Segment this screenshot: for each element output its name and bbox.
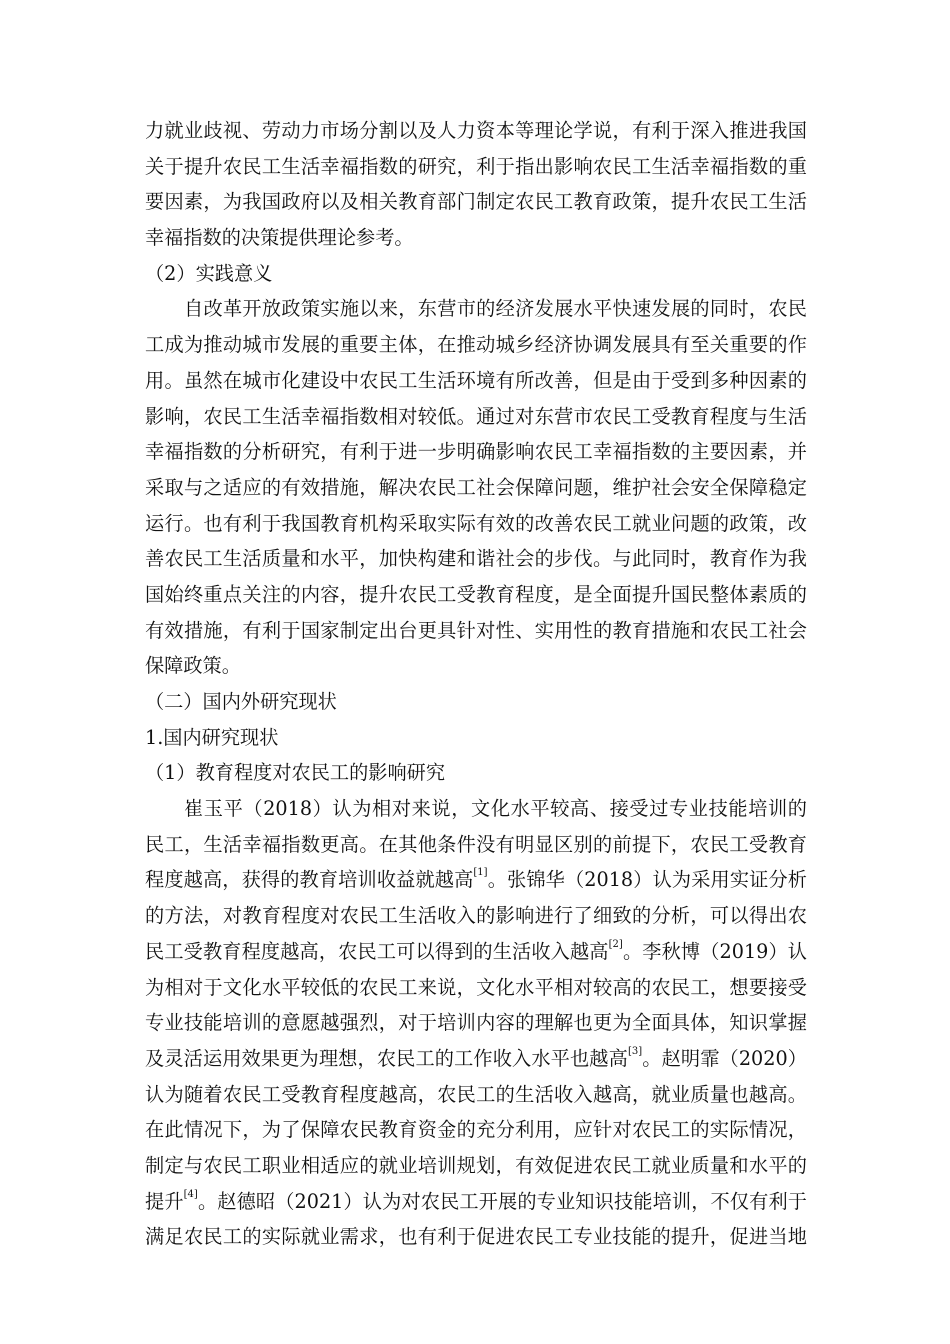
text-segment: 影响，农民工生活幸福指数相对较低。通过对东营市农民工受教育程度与生活 — [145, 404, 807, 428]
text-line — [145, 1077, 807, 1113]
text-line — [145, 1148, 807, 1184]
text-segment: 。赵明霏（2020） — [642, 1046, 807, 1070]
text-segment: 满足农民工的实际就业需求，也有利于促进农民工专业技能的提升，促进当地 — [145, 1225, 807, 1249]
section-heading: （2）实践意义 — [145, 261, 273, 285]
text-line — [145, 149, 807, 185]
text-segment: 运行。也有利于我国教育机构采取实际有效的改善农民工就业问题的政策，改 — [145, 511, 807, 535]
text-segment: 工成为推动城市发展的重要主体，在推动城乡经济协调发展具有至关重要的作 — [145, 333, 807, 357]
text-segment: 采取与之适应的有效措施，解决农民工社会保障问题，维护社会安全保障稳定 — [145, 475, 807, 499]
paragraph — [145, 791, 807, 1255]
text-line — [145, 898, 807, 934]
text-segment: 。张锦华（2018）认为采用实证分析 — [487, 868, 807, 892]
section-heading: （1）教育程度对农民工的影响研究 — [145, 761, 446, 785]
text-line — [145, 1041, 807, 1077]
text-line — [145, 970, 807, 1006]
text-segment: 提升 — [145, 1189, 184, 1213]
text-segment: 崔玉平（2018）认为相对来说，文化水平较高、接受过专业技能培训的 — [184, 797, 807, 821]
text-line — [145, 184, 807, 220]
text-segment: 认为随着农民工受教育程度越高，农民工的生活收入越高，就业质量也越高。 — [145, 1082, 807, 1106]
paragraph — [145, 291, 807, 684]
text-line — [145, 613, 807, 649]
text-segment: 用。虽然在城市化建设中农民工生活环境有所改善，但是由于受到多种因素的 — [145, 368, 807, 392]
text-segment: 力就业歧视、劳动力市场分割以及人力资本等理论学说，有利于深入推进我国 — [145, 119, 807, 142]
text-segment: 在此情况下，为了保障农民教育资金的充分利用，应针对农民工的实际情况， — [145, 1118, 807, 1142]
text-segment: 幸福指数的决策提供理论参考。 — [145, 226, 414, 250]
text-segment: 善农民工生活质量和水平，加快构建和谐社会的步伐。与此同时，教育作为我 — [145, 547, 807, 571]
text-line — [145, 1219, 807, 1255]
text-line — [145, 291, 807, 327]
text-segment: 保障政策。 — [145, 654, 241, 678]
text-line — [145, 363, 807, 399]
text-line — [145, 1005, 807, 1041]
document-page — [145, 113, 807, 1255]
text-line — [145, 648, 807, 684]
text-segment: 民工受教育程度越高，农民工可以得到的生活收入越高 — [145, 939, 609, 963]
section-heading: （二）国内外研究现状 — [145, 690, 337, 713]
text-line — [145, 113, 807, 149]
text-line — [145, 577, 807, 613]
text-segment: 要因素，为我国政府以及相关教育部门制定农民工教育政策，提升农民工生活 — [145, 190, 807, 214]
text-line — [145, 1184, 807, 1220]
text-line — [145, 506, 807, 542]
text-line — [145, 934, 807, 970]
section-heading: 1.国内研究现状 — [145, 725, 279, 749]
text-line — [145, 399, 807, 435]
text-line — [145, 791, 807, 827]
citation-marker: [3] — [627, 1045, 643, 1057]
text-line — [145, 541, 807, 577]
text-segment: 民工，生活幸福指数更高。在其他条件没有明显区别的前提下，农民工受教育 — [145, 832, 807, 856]
text-segment: 。李秋博（2019）认 — [622, 939, 807, 963]
text-segment: 自改革开放政策实施以来，东营市的经济发展水平快速发展的同时，农民 — [184, 297, 807, 321]
text-line — [145, 862, 807, 898]
citation-marker: [4] — [183, 1188, 198, 1200]
text-segment: 有效措施，有利于国家制定出台更具针对性、实用性的教育措施和农民工社会 — [145, 618, 807, 642]
text-segment: 幸福指数的分析研究，有利于进一步明确影响农民工幸福指数的主要因素，并 — [145, 440, 807, 464]
text-segment: 关于提升农民工生活幸福指数的研究，利于指出影响农民工生活幸福指数的重 — [145, 154, 807, 178]
text-line — [145, 1112, 807, 1148]
citation-marker: [1] — [473, 867, 488, 879]
text-line — [145, 327, 807, 363]
text-segment: 。赵德昭（2021）认为对农民工开展的专业知识技能培训，不仅有利于 — [197, 1189, 807, 1213]
text-line — [145, 470, 807, 506]
text-segment: 国始终重点关注的内容，提升农民工受教育程度，是全面提升国民整体素质的 — [145, 582, 807, 606]
text-segment: 程度越高，获得的教育培训收益就越高 — [145, 868, 474, 892]
text-line — [145, 827, 807, 863]
citation-marker: [2] — [608, 938, 623, 950]
text-segment: 的方法，对教育程度对农民工生活收入的影响进行了细致的分析，可以得出农 — [145, 904, 807, 928]
paragraph — [145, 113, 807, 256]
text-line — [145, 220, 807, 256]
text-line — [145, 434, 807, 470]
text-segment: 及灵活运用效果更为理想，农民工的工作收入水平也越高 — [145, 1046, 628, 1070]
text-segment: 制定与农民工职业相适应的就业培训规划，有效促进农民工就业质量和水平的 — [145, 1153, 807, 1177]
text-segment: 专业技能培训的意愿越强烈，对于培训内容的理解也更为全面具体，知识掌握 — [145, 1011, 807, 1035]
text-segment: 为相对于文化水平较低的农民工来说，文化水平相对较高的农民工，想要接受 — [145, 975, 807, 999]
